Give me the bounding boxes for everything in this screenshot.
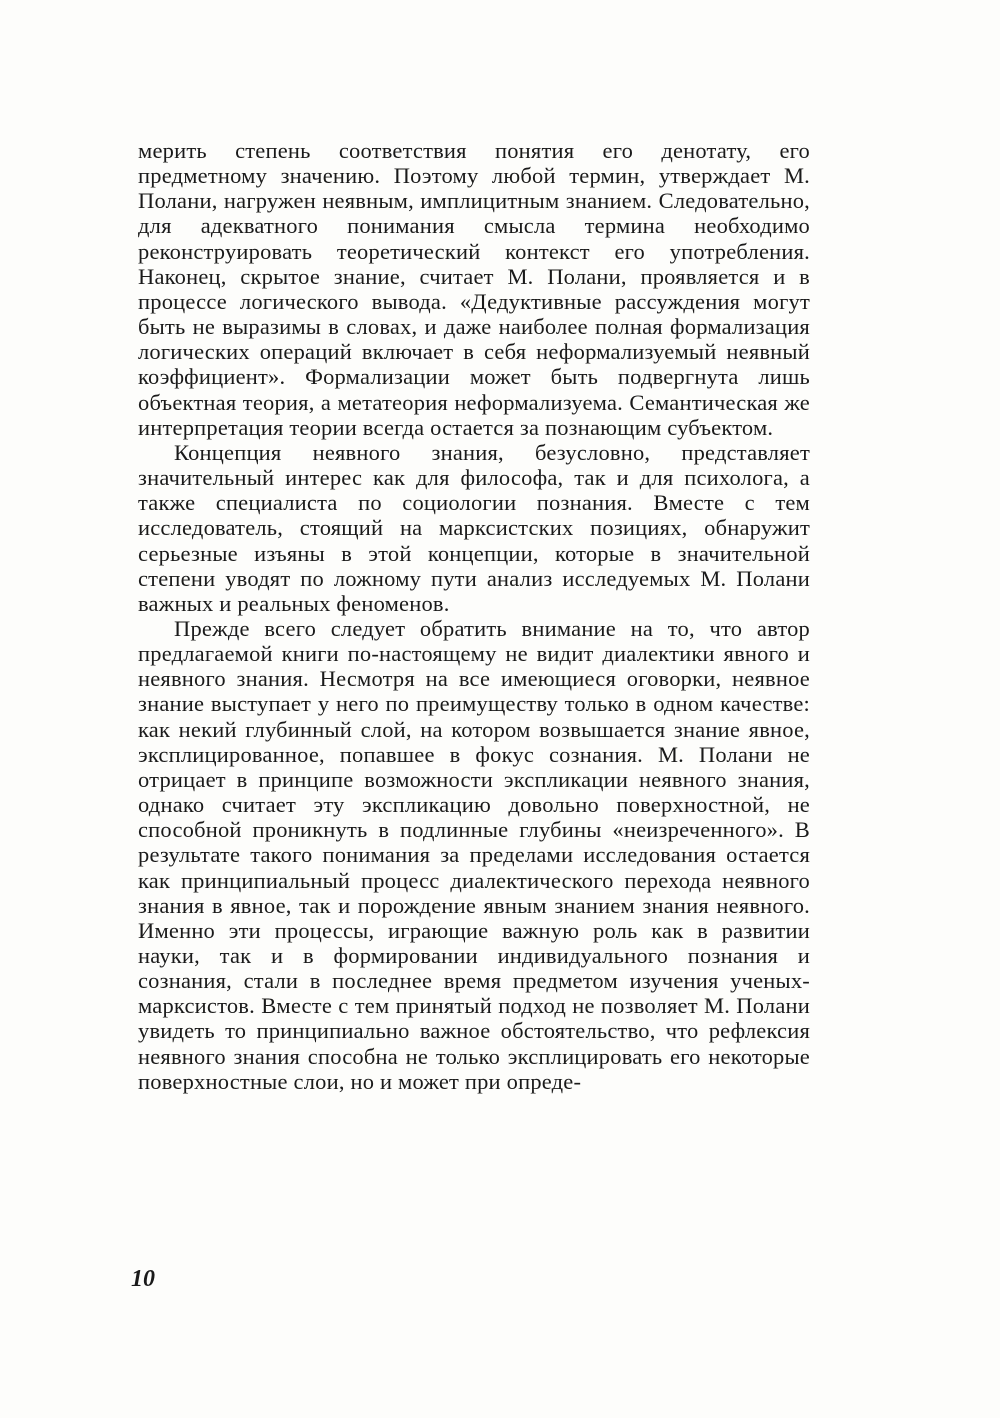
paragraph-2: Концепция неявного знания, безусловно, представляет значительный интерес как для философа, так и для психолога, а также специалиста по социологии познания. Вместе с тем исследователь, стоящий на марксистских позициях, обнаружит серьезные изъяны в этой концепции, которые в значительной степени уводят по ложному пути анализ исследуемых М. Полани важных и реальных феноменов. <box>138 439 810 616</box>
page-number: 10 <box>131 1266 155 1292</box>
paragraph-3: Прежде всего следует обратить внимание на то, что автор предлагаемой книги по-настоящему не видит диалектики явного и неявного знания. Несмотря на все имеющиеся оговорки, неявное знание выступает у него по преимуществу только в одном качестве: как некий глубинный слой, на котором возвышается знание явное, эксплицированное, попавшее в фокус сознания. М. Полани не отрицает в принципе возможности экспликации неявного знания, однако считает эту экспликацию довольно поверхностной, не способной проникнуть в подлинные глубины «неизреченного». В результате такого понимания за пределами исследования остается как принципиальный процесс диалектического перехода неявного знания в явное, так и порождение явным знанием знания неявного. Именно эти процессы, играющие важную роль как в развитии науки, так и в формировании индивидуального познания и сознания, стали в последнее время предметом изучения ученых-марксистов. Вместе с тем принятый подход не позволяет М. Полани увидеть то принципиально важное обстоятельство, что рефлексия неявного знания способна не только эксплицировать его некоторые поверхностные слои, но и может при опреде- <box>138 615 810 1094</box>
paragraph-1: мерить степень соответствия понятия его денотату, его предметному значению. Поэтому любой термин, утверждает М. Полани, нагружен неявным, имплицитным знанием. Следовательно, для адекватного понимания смысла термина необходимо реконструировать теоретический контекст его употребления. Наконец, скрытое знание, считает М. Полани, проявляется и в процессе логического вывода. «Дедуктивные рассуждения могут быть не выразимы в словах, и даже наиболее полная формализация логических операций включает в себя неформализуемый неявный коэффициент». Формализации может быть подвергнута лишь объектная теория, а метатеория неформализуема. Семантическая же интерпретация теории всегда остается за познающим субъектом. <box>138 138 810 440</box>
body-text <box>138 138 810 1094</box>
